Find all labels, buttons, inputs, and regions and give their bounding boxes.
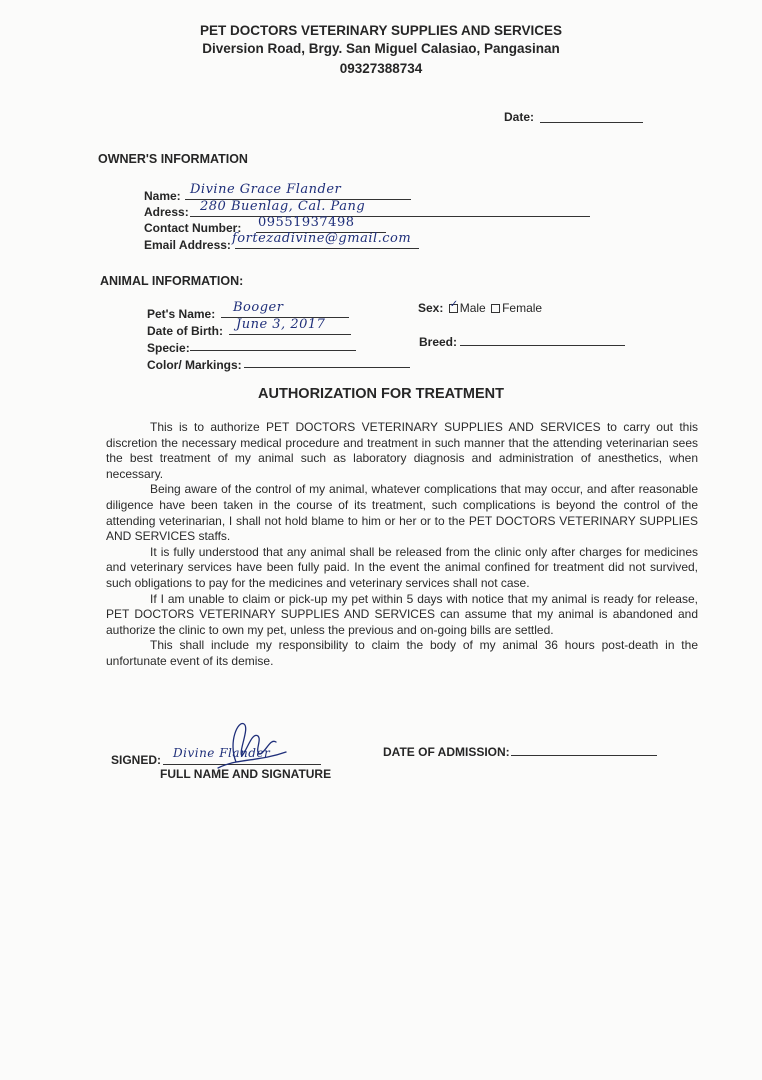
owner-name-value: Divine Grace Flander xyxy=(190,182,342,197)
sex-field xyxy=(418,301,542,315)
dob-label: Date of Birth: xyxy=(147,324,223,338)
male-option-label: Male xyxy=(459,301,486,315)
female-option-label: Female xyxy=(502,301,543,315)
clinic-phone: 09327388734 xyxy=(339,61,423,76)
authorization-paragraph: If I am unable to claim or pick-up my pet within 5 days with notice that my animal is ready for release, PET DOCTORS VETERINARY SUPPLIES AND SERVICES can assume that my animal is abandoned and authorize the clinic to own my pet, unless the previous and on-going bills are settled. xyxy=(106,591,698,637)
breed-field[interactable] xyxy=(460,345,625,346)
signed-value: Divine Flander xyxy=(173,746,271,760)
owner-contact-label: Contact Number: xyxy=(144,221,242,235)
pet-name-value: Booger xyxy=(233,300,284,315)
owner-email-label: Email Address: xyxy=(144,238,231,252)
owner-address-label: Adress: xyxy=(144,205,189,219)
clinic-address: Diversion Road, Brgy. San Miguel Calasiao, Pangasinan xyxy=(202,41,560,56)
pet-name-label: Pet's Name: xyxy=(147,307,216,321)
owner-name-label: Name: xyxy=(144,189,181,203)
authorization-paragraph: This shall include my responsibility to claim the body of my animal 36 hours post-death in the unfortunate event of its demise. xyxy=(106,638,698,668)
sex-label: Sex: xyxy=(418,301,444,315)
owner-address-value: 280 Buenlag, Cal. Pang xyxy=(200,199,366,214)
breed-label: Breed: xyxy=(419,335,458,349)
owner-contact-value: 09551937498 xyxy=(258,215,355,230)
color-markings-field[interactable] xyxy=(244,367,410,368)
date-label: Date: xyxy=(504,110,535,124)
female-checkbox[interactable] xyxy=(491,304,500,313)
authorization-paragraph: Being aware of the control of my animal, whatever complications that may occur, and after reasonable diligence have been taken in the course of its treatment, such complications is beyond the control of the attending veterinarian, I shall not hold blame to him or her or to the PET DOCTORS VETERINARY SUPPLIES AND SERVICES staffs. xyxy=(106,482,698,544)
dob-value: June 3, 2017 xyxy=(236,317,326,332)
signature-caption: FULL NAME AND SIGNATURE xyxy=(160,767,332,781)
authorization-paragraph: This is to authorize PET DOCTORS VETERINARY SUPPLIES AND SERVICES to carry out this discretion the necessary medical procedure and treatment in such manner that the attending veterinarian sees the best treatment of my animal such as laboratory diagnosis and administration of anesthetics, when necessary. xyxy=(106,420,698,481)
admission-date-label: DATE OF ADMISSION: xyxy=(383,745,510,759)
specie-field[interactable] xyxy=(190,350,356,351)
signed-label: SIGNED: xyxy=(111,753,162,767)
owner-email-field[interactable] xyxy=(235,248,419,249)
animal-section-title: ANIMAL INFORMATION: xyxy=(100,274,244,288)
color-markings-label: Color/ Markings: xyxy=(147,358,242,372)
owner-address-field[interactable] xyxy=(190,216,590,217)
authorization-body xyxy=(106,420,698,670)
admission-date-field[interactable] xyxy=(511,755,657,756)
specie-label: Specie: xyxy=(147,341,190,355)
signature-scribble xyxy=(198,712,288,772)
authorization-paragraph: It is fully understood that any animal shall be released from the clinic only after charges for medicines and veterinary services have been fully paid. In the event the animal confined for treatment did not survived, such obligations to pay for the medicines and veterinary services shall not case. xyxy=(106,544,698,590)
owner-section-title: OWNER'S INFORMATION xyxy=(98,152,248,166)
authorization-title: AUTHORIZATION FOR TREATMENT xyxy=(258,386,504,402)
owner-email-value: fortezadivine@gmail.com xyxy=(232,231,412,246)
male-checkbox[interactable] xyxy=(449,304,458,313)
date-field[interactable] xyxy=(540,122,643,123)
dob-field[interactable] xyxy=(229,334,351,335)
clinic-name: PET DOCTORS VETERINARY SUPPLIES AND SERVICES xyxy=(199,23,563,38)
